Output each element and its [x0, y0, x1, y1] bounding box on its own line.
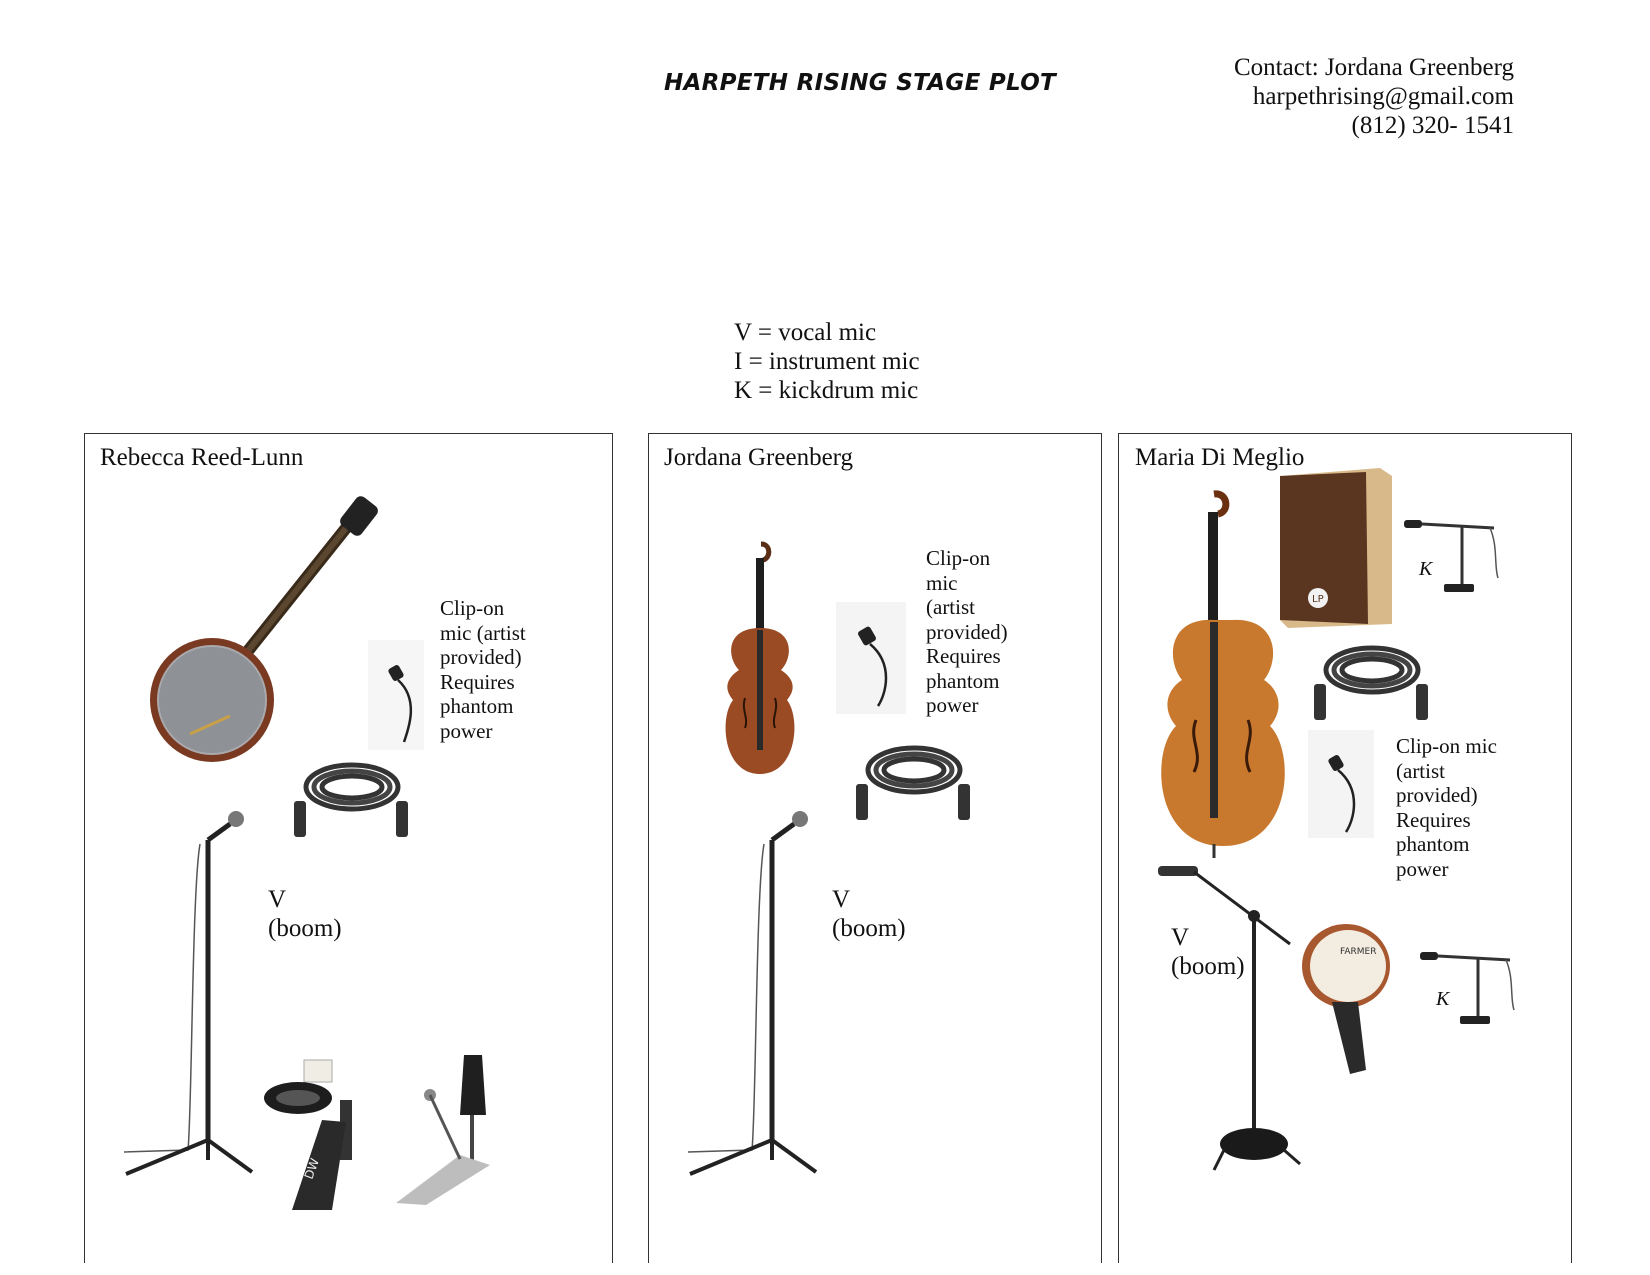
cajon-icon: [1280, 468, 1392, 628]
panel-name: Maria Di Meglio: [1135, 444, 1305, 471]
svg-text:LP: LP: [1312, 594, 1324, 605]
kick-mic-label: K: [1419, 558, 1433, 580]
kick-mic-label: K: [1436, 988, 1450, 1010]
banjo-icon: [150, 498, 380, 778]
contact-email: harpethrising@gmail.com: [1252, 83, 1514, 110]
mic-stand-icon: [684, 810, 824, 1180]
kick-mic-icon: [1402, 516, 1502, 596]
panel-name: Jordana Greenberg: [664, 444, 854, 471]
vocal-mic-label: V (boom): [1171, 924, 1245, 980]
svg-text:FARMER: FARMER: [1340, 947, 1377, 957]
mic-legend: [734, 318, 920, 405]
page-title: HARPETH RISING STAGE PLOT: [663, 70, 1057, 96]
contact-block: [1234, 53, 1514, 140]
tambourine-pedal-icon: [262, 1060, 382, 1210]
clip-on-mic-icon: [836, 602, 906, 714]
vocal-mic-label: V (boom): [832, 886, 906, 942]
cello-icon: [1148, 490, 1298, 860]
xlr-cable-icon: [852, 738, 977, 828]
clip-on-note: Clip-on mic (artist provided) Requires phantom power: [440, 596, 526, 743]
kick-drum-icon: [1296, 924, 1396, 1074]
xlr-cable-icon: [1310, 638, 1435, 728]
xlr-cable-icon: [290, 755, 415, 845]
vocal-mic-label: V (boom): [268, 886, 342, 942]
clip-on-note: Clip-on mic (artist provided) Requires phantom power: [926, 546, 1008, 717]
legend-instrument: I = instrument mic: [734, 348, 920, 375]
clip-on-note: Clip-on mic (artist provided) Requires phantom power: [1396, 734, 1497, 881]
mic-stand-icon: [120, 810, 260, 1180]
contact-phone: (812) 320- 1541: [1351, 112, 1514, 139]
svg-text:DW: DW: [301, 1156, 323, 1182]
cowbell-pedal-icon: [390, 1055, 515, 1205]
panel-name: Rebecca Reed-Lunn: [100, 444, 304, 471]
clip-on-mic-icon: [1308, 730, 1374, 838]
clip-on-mic-icon: [368, 640, 424, 750]
kick-mic-icon: [1418, 948, 1518, 1028]
legend-vocal: V = vocal mic: [734, 319, 877, 346]
violin-icon: [715, 538, 805, 778]
contact-name: Contact: Jordana Greenberg: [1234, 54, 1514, 81]
legend-kick: K = kickdrum mic: [734, 377, 919, 404]
